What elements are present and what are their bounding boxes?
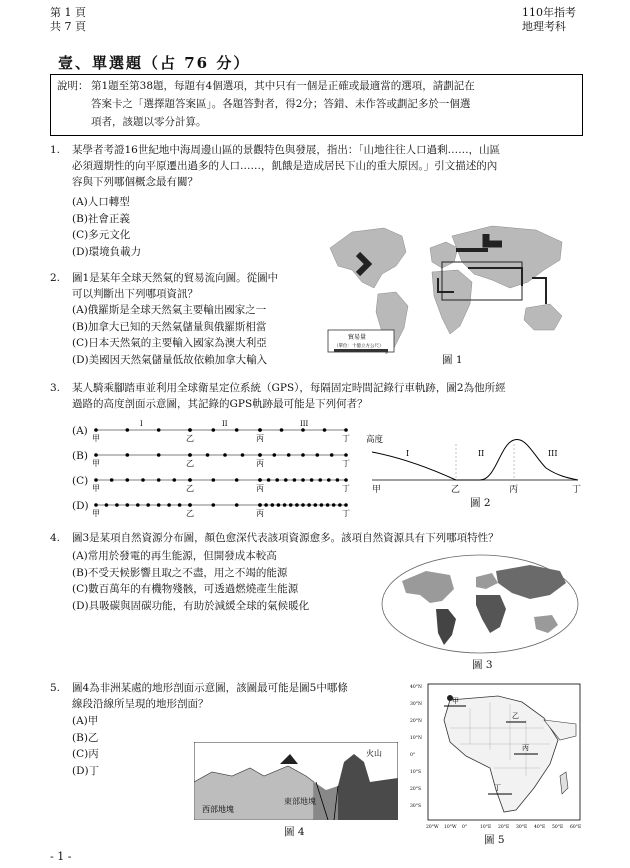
gps-point [295, 503, 299, 507]
fig2-ylabel: 高度 [366, 435, 384, 445]
gps-point [267, 478, 271, 482]
gps-point [301, 428, 305, 432]
gps-tracks [90, 416, 356, 526]
gps-segment-label: II [222, 420, 228, 428]
gps-option-d-label[interactable]: (D) [72, 500, 89, 512]
question-1-options [72, 194, 141, 260]
fig5-lat-label: 40°N [410, 685, 422, 690]
gps-point [136, 503, 140, 507]
gps-point [157, 503, 161, 507]
question-1-number: 1. [50, 144, 61, 156]
fig5-lat-label: 10°N [410, 736, 422, 741]
fig5-lat-label: 10°S [410, 770, 422, 775]
fig5-lon-label: 0° [462, 825, 468, 830]
fig5-lon-label: 40°E [534, 825, 546, 830]
gps-point [318, 478, 322, 482]
fig5-lat-label: 0° [410, 753, 416, 758]
option-d[interactable]: (D)環境負載力 [72, 245, 142, 258]
gps-point [188, 503, 192, 507]
fig2-station-jia: 甲 [372, 485, 382, 495]
gps-station-label: 乙 [186, 484, 194, 493]
question-2-options [72, 302, 267, 368]
gps-point [94, 503, 98, 507]
gps-point [188, 453, 192, 457]
figure-2-caption: 圖 2 [470, 497, 491, 509]
gps-point [212, 478, 216, 482]
gps-point [167, 503, 171, 507]
fig5-lat-label: 20°N [410, 719, 422, 724]
instructions-line-1: 第1題至第38題，每題有4個選項，其中只有一個是正確或最適當的選項，請劃記在 [91, 80, 475, 92]
gps-point [94, 453, 98, 457]
question-4-stem: 圖3是某項自然資源分布圖，顏色愈深代表該項資源愈多。該項自然資源具有下列哪項特性？ [72, 532, 499, 544]
fig5-label-jia: 甲 [452, 697, 459, 705]
question-1-line: 必須週期性的向平原遷出過多的人口……，飢餓是造成居民下山的重大原因。」引文描述的內 [72, 160, 498, 172]
gps-point [264, 503, 268, 507]
gps-point [94, 428, 98, 432]
legend-title: 貿易量 [348, 334, 367, 341]
option-c[interactable]: (C)多元文化 [72, 229, 131, 241]
gps-point [126, 428, 130, 432]
gps-point [323, 428, 327, 432]
gps-point [273, 453, 277, 457]
gps-station-label: 甲 [92, 459, 100, 468]
gps-point [126, 453, 130, 457]
fig2-station-yi: 乙 [451, 485, 461, 495]
option-c[interactable]: (C)數百萬年的有機物殘骸，可透過燃燒產生能源 [72, 583, 299, 595]
option-b[interactable]: (B)社會正義 [72, 212, 130, 225]
gps-point [280, 428, 284, 432]
gps-station-label: 丙 [256, 484, 264, 493]
gps-point [258, 503, 262, 507]
option-b[interactable]: (B)不受天候影響且取之不盡，用之不竭的能源 [72, 566, 288, 579]
instructions-line-2: 答案卡之「選擇題答案區」。各題答對者，得2分；答錯、未作答或劃記多於一個選 [91, 98, 471, 110]
figure-1-caption: 圖 1 [442, 354, 463, 366]
gps-point [287, 453, 291, 457]
gps-point [320, 503, 324, 507]
option-a[interactable]: (A)甲 [72, 715, 99, 727]
gps-point [310, 478, 314, 482]
question-5-options [72, 713, 99, 779]
section-title: 壹、單選題（占 76 分） [58, 54, 251, 72]
question-1-stem [72, 142, 592, 190]
gps-point [212, 503, 216, 507]
fig5-label-bing: 丙 [522, 744, 529, 752]
gps-segment-label: III [300, 420, 309, 428]
fig5-lon-label: 60°E [570, 825, 582, 830]
gps-point [301, 478, 305, 482]
gps-point [301, 453, 305, 457]
fig5-lat-label: 30°N [410, 702, 422, 707]
gps-point [110, 478, 114, 482]
question-5-number: 5. [50, 682, 61, 694]
figure-4-caption: 圖 4 [284, 826, 305, 838]
question-4-options [72, 548, 309, 614]
fig2-segment-1: I [406, 449, 410, 458]
gps-station-label: 乙 [186, 509, 194, 518]
gps-point [235, 428, 239, 432]
gps-point [258, 478, 262, 482]
option-b[interactable]: (B)加拿大已知的天然氣儲量與俄羅斯相當 [72, 320, 267, 333]
gps-point [173, 478, 177, 482]
gps-point [338, 503, 342, 507]
fig5-label-yi: 乙 [512, 712, 519, 720]
gps-point [344, 453, 348, 457]
gps-station-label: 丁 [342, 459, 350, 468]
figure-5-map [410, 680, 590, 832]
option-a[interactable]: (A)俄羅斯是全球天然氣主要輸出國家之一 [72, 304, 267, 316]
question-1-line: 某學者考證16世紀地中海周邊山區的景觀特色與發展，指出：「山地往往人口過剩……，山區 [72, 144, 501, 156]
gps-point [258, 453, 262, 457]
fig4-west-label: 西部地塊 [202, 805, 234, 814]
gps-point [330, 453, 334, 457]
gps-station-label: 甲 [92, 484, 100, 493]
fig2-elevation-line [372, 439, 578, 480]
total-pages: 共 7 頁 [50, 20, 86, 33]
exam-name: 110年指考 [522, 6, 576, 19]
gps-option-c-label[interactable]: (C) [72, 475, 89, 487]
gps-point [235, 478, 239, 482]
option-d[interactable]: (D)丁 [72, 764, 100, 777]
gps-point [188, 428, 192, 432]
gps-point [314, 503, 318, 507]
legend-scale-bar [334, 349, 388, 352]
question-5-stem [72, 680, 348, 712]
gps-point [241, 453, 245, 457]
fig2-segment-3: III [548, 449, 558, 458]
gps-point [344, 503, 348, 507]
question-3-stem [72, 380, 592, 412]
instructions-box [50, 74, 583, 136]
gps-point [293, 478, 297, 482]
fig2-station-bing: 丙 [509, 485, 519, 495]
figure-1-map [322, 208, 584, 368]
gps-station-label: 乙 [186, 459, 194, 468]
question-1-line: 容與下列哪個概念最有關？ [72, 176, 198, 188]
gps-point [289, 503, 293, 507]
gps-station-label: 乙 [186, 434, 194, 443]
gps-point [157, 428, 161, 432]
question-2-line: 可以判斷出下列哪項資訊？ [72, 288, 198, 300]
gps-point [235, 503, 239, 507]
page-footer: - 1 - [50, 850, 72, 863]
gps-point [188, 478, 192, 482]
gps-point [126, 503, 130, 507]
question-2-stem [72, 270, 278, 302]
gps-station-label: 甲 [92, 509, 100, 518]
gps-station-label: 丙 [256, 434, 264, 443]
gps-point [258, 428, 262, 432]
gps-point [271, 503, 275, 507]
gps-station-label: 丁 [342, 509, 350, 518]
question-5-line: 線段沿線所呈現的地形剖面？ [72, 698, 209, 710]
gps-option-a-label[interactable]: (A) [72, 425, 88, 437]
gps-point [115, 503, 119, 507]
gps-segment-label: I [140, 420, 143, 428]
figure-2-profile [364, 430, 586, 494]
question-3-line: 過路的高度剖面示意圖，其記錄的GPS軌跡最可能是下列何者？ [72, 398, 368, 410]
option-c[interactable]: (C)丙 [72, 748, 99, 760]
option-d[interactable]: (D)具吸碳與固碳功能，有助於減緩全球的氣候暖化 [72, 599, 310, 612]
fig5-lon-label: 20°W [426, 825, 439, 830]
fig5-label-ding: 丁 [494, 784, 501, 792]
gps-point [157, 478, 161, 482]
gps-point [332, 503, 336, 507]
gps-point [94, 478, 98, 482]
gps-point [157, 453, 161, 457]
gps-point [141, 478, 145, 482]
gps-point [301, 503, 305, 507]
gps-point [105, 503, 109, 507]
gps-point [316, 453, 320, 457]
fig5-lat-label: 20°S [410, 787, 422, 792]
question-3-line: 某人騎乘腳踏車並利用全球衛星定位系統（GPS），每隔固定時間記錄行車軌跡，圖2為他所經 [72, 382, 506, 394]
option-a[interactable]: (A)常用於發電的再生能源，但開發成本較高 [72, 550, 277, 562]
fig5-lon-label: 30°E [516, 825, 528, 830]
fig4-east-label: 東部地塊 [284, 797, 316, 806]
gps-point [344, 428, 348, 432]
gps-point [277, 503, 281, 507]
question-4-number: 4. [50, 532, 61, 544]
gps-point [126, 478, 130, 482]
option-c[interactable]: (C)日本天然氣的主要輸入國家為澳大利亞 [72, 337, 267, 349]
figure-3-map [380, 553, 580, 655]
option-b[interactable]: (B)乙 [72, 731, 99, 744]
fig5-lon-label: 10°W [444, 825, 457, 830]
gps-point [223, 453, 227, 457]
gps-point [336, 478, 340, 482]
fig2-segment-2: II [478, 449, 485, 458]
subject-name: 地理考科 [522, 20, 566, 33]
option-d[interactable]: (D)美國因天然氣儲量低故依賴加拿大輸入 [72, 353, 268, 366]
gps-point [344, 478, 348, 482]
gps-station-label: 丙 [256, 459, 264, 468]
gps-station-label: 丁 [342, 434, 350, 443]
gps-station-label: 丁 [342, 484, 350, 493]
fig5-lon-label: 20°E [498, 825, 510, 830]
figure-5-caption: 圖 5 [484, 834, 505, 846]
legend-subtitle: （單位：十億立方公尺） [334, 344, 384, 349]
fig5-lon-label: 10°E [480, 825, 492, 830]
figure-4-profile [194, 742, 398, 820]
question-3-number: 3. [50, 382, 61, 394]
page-number: 第 1 頁 [50, 6, 86, 19]
gps-point [307, 503, 311, 507]
instructions-line-3: 項者，該題以零分計算。 [91, 116, 207, 128]
question-5-line: 圖4為非洲某處的地形剖面示意圖，該圖最可能是圖5中哪條 [72, 682, 348, 694]
gps-point [178, 503, 182, 507]
gps-point [327, 478, 331, 482]
fig2-station-ding: 丁 [572, 485, 582, 495]
gps-option-b-label[interactable]: (B) [72, 450, 88, 462]
fig5-lon-label: 50°E [552, 825, 564, 830]
fig4-volcano-label: 火山 [366, 749, 382, 758]
figure-3-caption: 圖 3 [472, 659, 493, 671]
fig5-lat-label: 30°S [410, 804, 422, 809]
option-a[interactable]: (A)人口轉型 [72, 196, 130, 208]
gps-point [326, 503, 330, 507]
gps-station-label: 丙 [256, 509, 264, 518]
gps-point [283, 503, 287, 507]
gps-point [206, 453, 210, 457]
gps-point [284, 478, 288, 482]
question-2-line: 圖1是某年全球天然氣的貿易流向圖。從圖中 [72, 272, 279, 284]
gps-point [146, 503, 150, 507]
gps-point [212, 428, 216, 432]
gps-point [275, 478, 279, 482]
gps-station-label: 甲 [92, 434, 100, 443]
question-2-number: 2. [50, 272, 61, 284]
instructions-label: 說明： [57, 80, 89, 92]
